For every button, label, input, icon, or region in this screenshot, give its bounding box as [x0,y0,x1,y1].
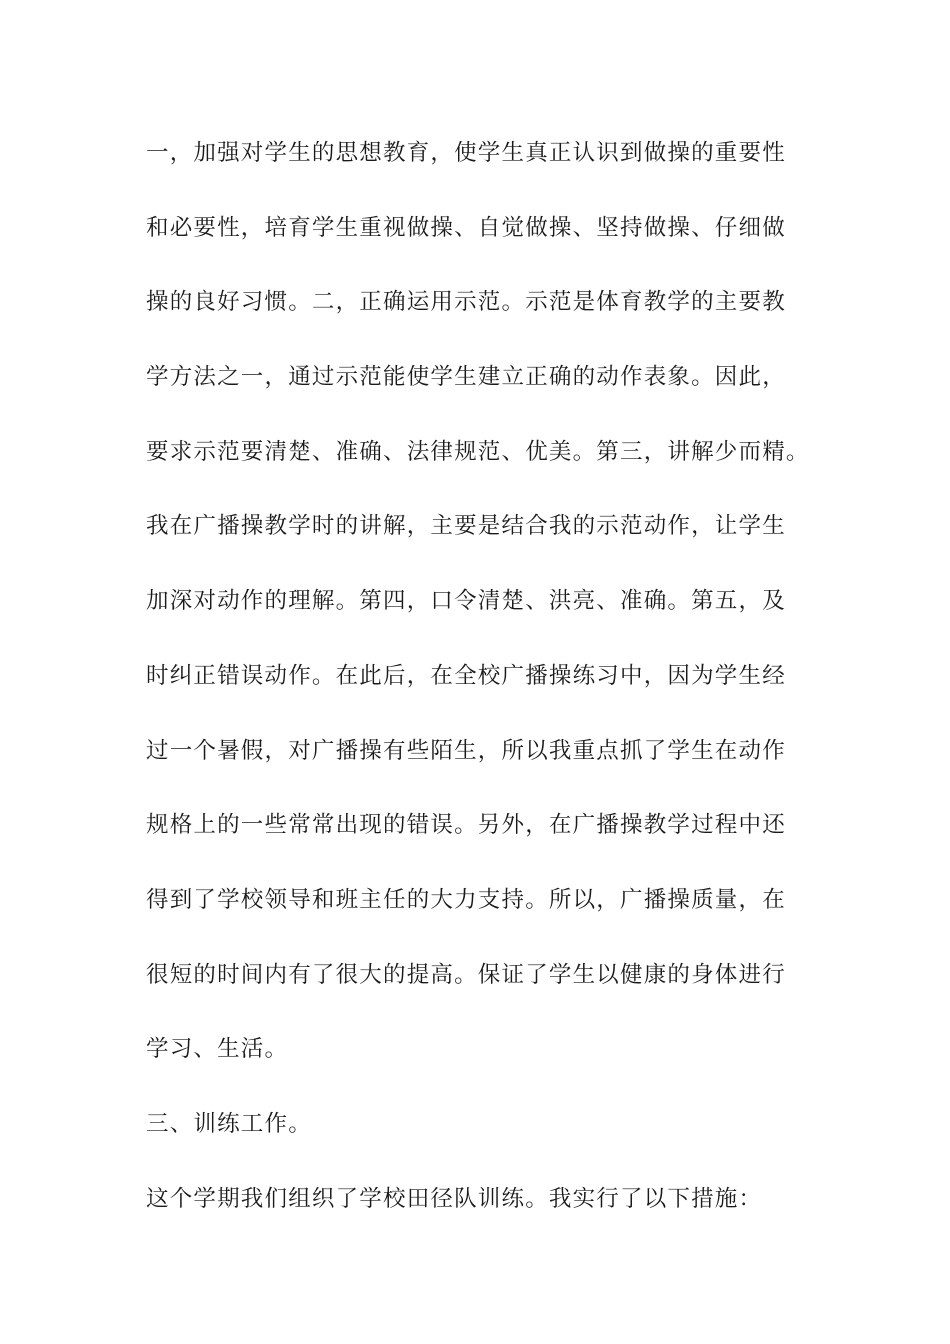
text-line: 要求示范要清楚、准确、法律规范、优美。第三，讲解少而精。 [146,438,810,465]
section-heading: 三、训练工作。 [146,1110,312,1137]
text-line: 规格上的一些常常出现的错误。另外，在广播操教学过程中还 [146,812,786,839]
text-line: 很短的时间内有了很大的提高。保证了学生以健康的身体进行 [146,961,786,988]
text-line: 操的良好习惯。二，正确运用示范。示范是体育教学的主要教 [146,289,786,316]
text-line: 得到了学校领导和班主任的大力支持。所以，广播操质量，在 [146,886,786,913]
text-line: 这个学期我们组织了学校田径队训练。我实行了以下措施： [146,1185,763,1212]
body-text [146,131,846,1251]
text-line: 一，加强对学生的思想教育，使学生真正认识到做操的重要性 [146,140,786,166]
text-line: 我在广播操教学时的讲解，主要是结合我的示范动作，让学生 [146,513,786,540]
text-line: 时纠正错误动作。在此后，在全校广播操练习中，因为学生经 [146,662,786,689]
text-line: 学方法之一，通过示范能使学生建立正确的动作表象。因此， [146,364,786,391]
text-line: 过一个暑假，对广播操有些陌生，所以我重点抓了学生在动作 [146,737,786,764]
text-line: 和必要性，培育学生重视做操、自觉做操、坚持做操、仔细做 [146,214,786,241]
text-line: 加深对动作的理解。第四，口令清楚、洪亮、准确。第五，及 [146,588,786,615]
text-line: 学习、生活。 [146,1036,289,1063]
